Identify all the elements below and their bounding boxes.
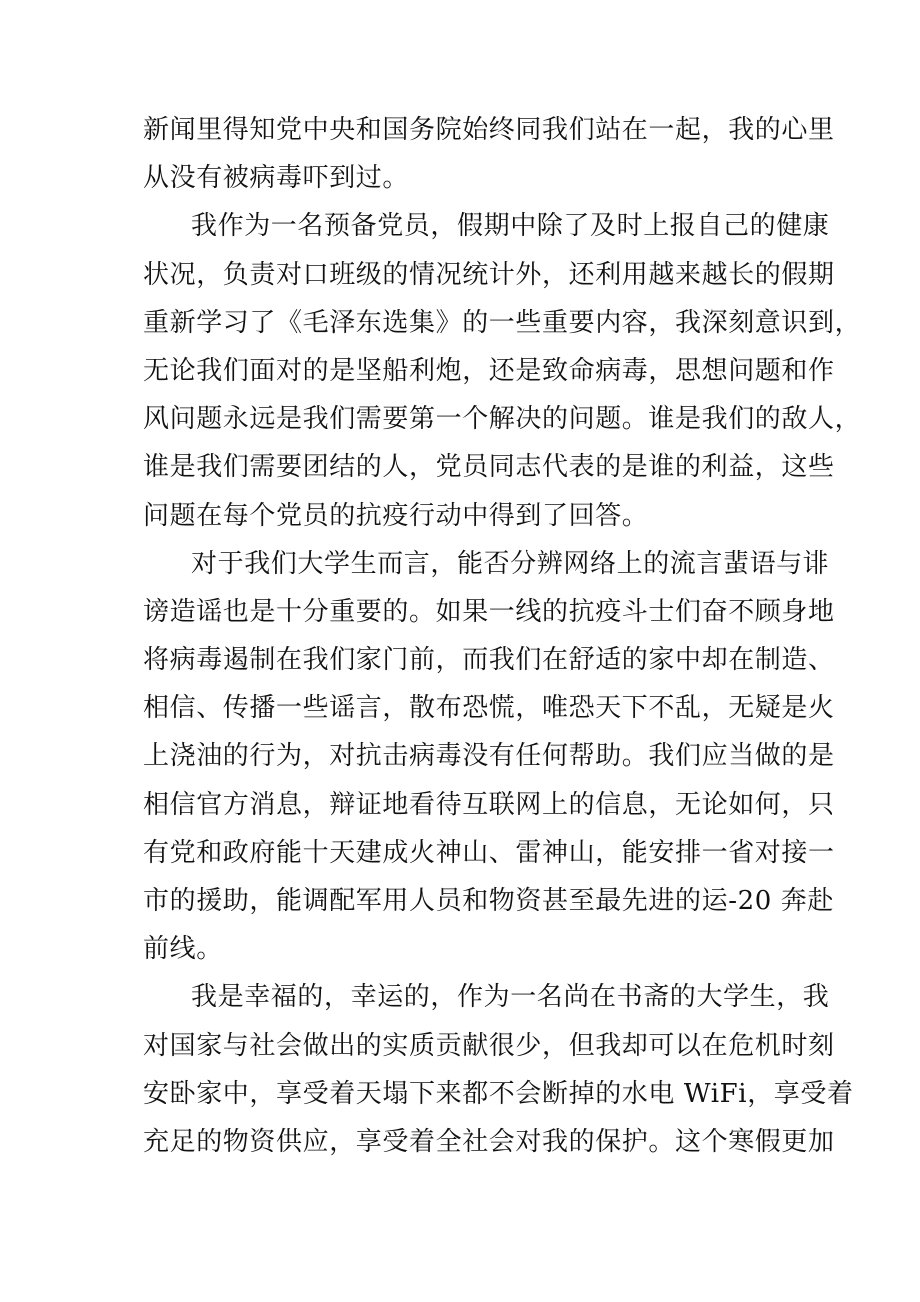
text-line: 充足的物资供应，享受着全社会对我的保护。这个寒假更加: [143, 1126, 835, 1157]
text-line: 谤造谣也是十分重要的。如果一线的抗疫斗士们奋不顾身地: [143, 596, 835, 627]
text-line: 我作为一名预备党员，假期中除了及时上报自己的健康: [191, 211, 830, 242]
text-line: 我是幸福的，幸运的，作为一名尚在书斋的大学生，我: [191, 982, 830, 1013]
text-line: 相信、传播一些谣言，散布恐慌，唯恐天下不乱，无疑是火: [143, 693, 835, 724]
text-line: 新闻里得知党中央和国务院始终同我们站在一起，我的心里: [143, 115, 835, 145]
text-line: 有党和政府能十天建成火神山、雷神山，能安排一省对接一: [143, 837, 835, 868]
text-line: 市的援助，能调配军用人员和物资甚至最先进的运-20 奔赴: [143, 886, 834, 916]
text-line: 重新学习了《毛泽东选集》的一些重要内容，我深刻意识到，: [143, 307, 862, 338]
text-line: 问题在每个党员的抗疫行动中得到了回答。: [143, 500, 649, 531]
text-line: 对国家与社会做出的实质贡献很少，但我却可以在危机时刻: [143, 1030, 835, 1061]
text-line: 无论我们面对的是坚船利炮，还是致命病毒，思想问题和作: [143, 355, 835, 386]
text-line: 上浇油的行为，对抗击病毒没有任何帮助。我们应当做的是: [143, 741, 835, 772]
text-line: 前线。: [143, 934, 223, 965]
text-line: 对于我们大学生而言，能否分辨网络上的流言蜚语与诽: [191, 548, 830, 579]
text-line: 将病毒遏制在我们家门前，而我们在舒适的家中却在制造、: [143, 645, 835, 676]
body-text: [143, 106, 862, 1166]
text-line: 风问题永远是我们需要第一个解决的问题。谁是我们的敌人，: [143, 404, 862, 435]
text-line: 安卧家中，享受着天塌下来都不会断掉的水电 WiFi，享受着: [143, 1078, 854, 1109]
text-line: 谁是我们需要团结的人，党员同志代表的是谁的利益，这些: [143, 452, 835, 483]
text-line: 相信官方消息，辩证地看待互联网上的信息，无论如何，只: [143, 789, 835, 820]
text-line: 从没有被病毒吓到过。: [143, 163, 410, 194]
text-line: 状况，负责对口班级的情况统计外，还利用越来越长的假期: [143, 259, 835, 290]
